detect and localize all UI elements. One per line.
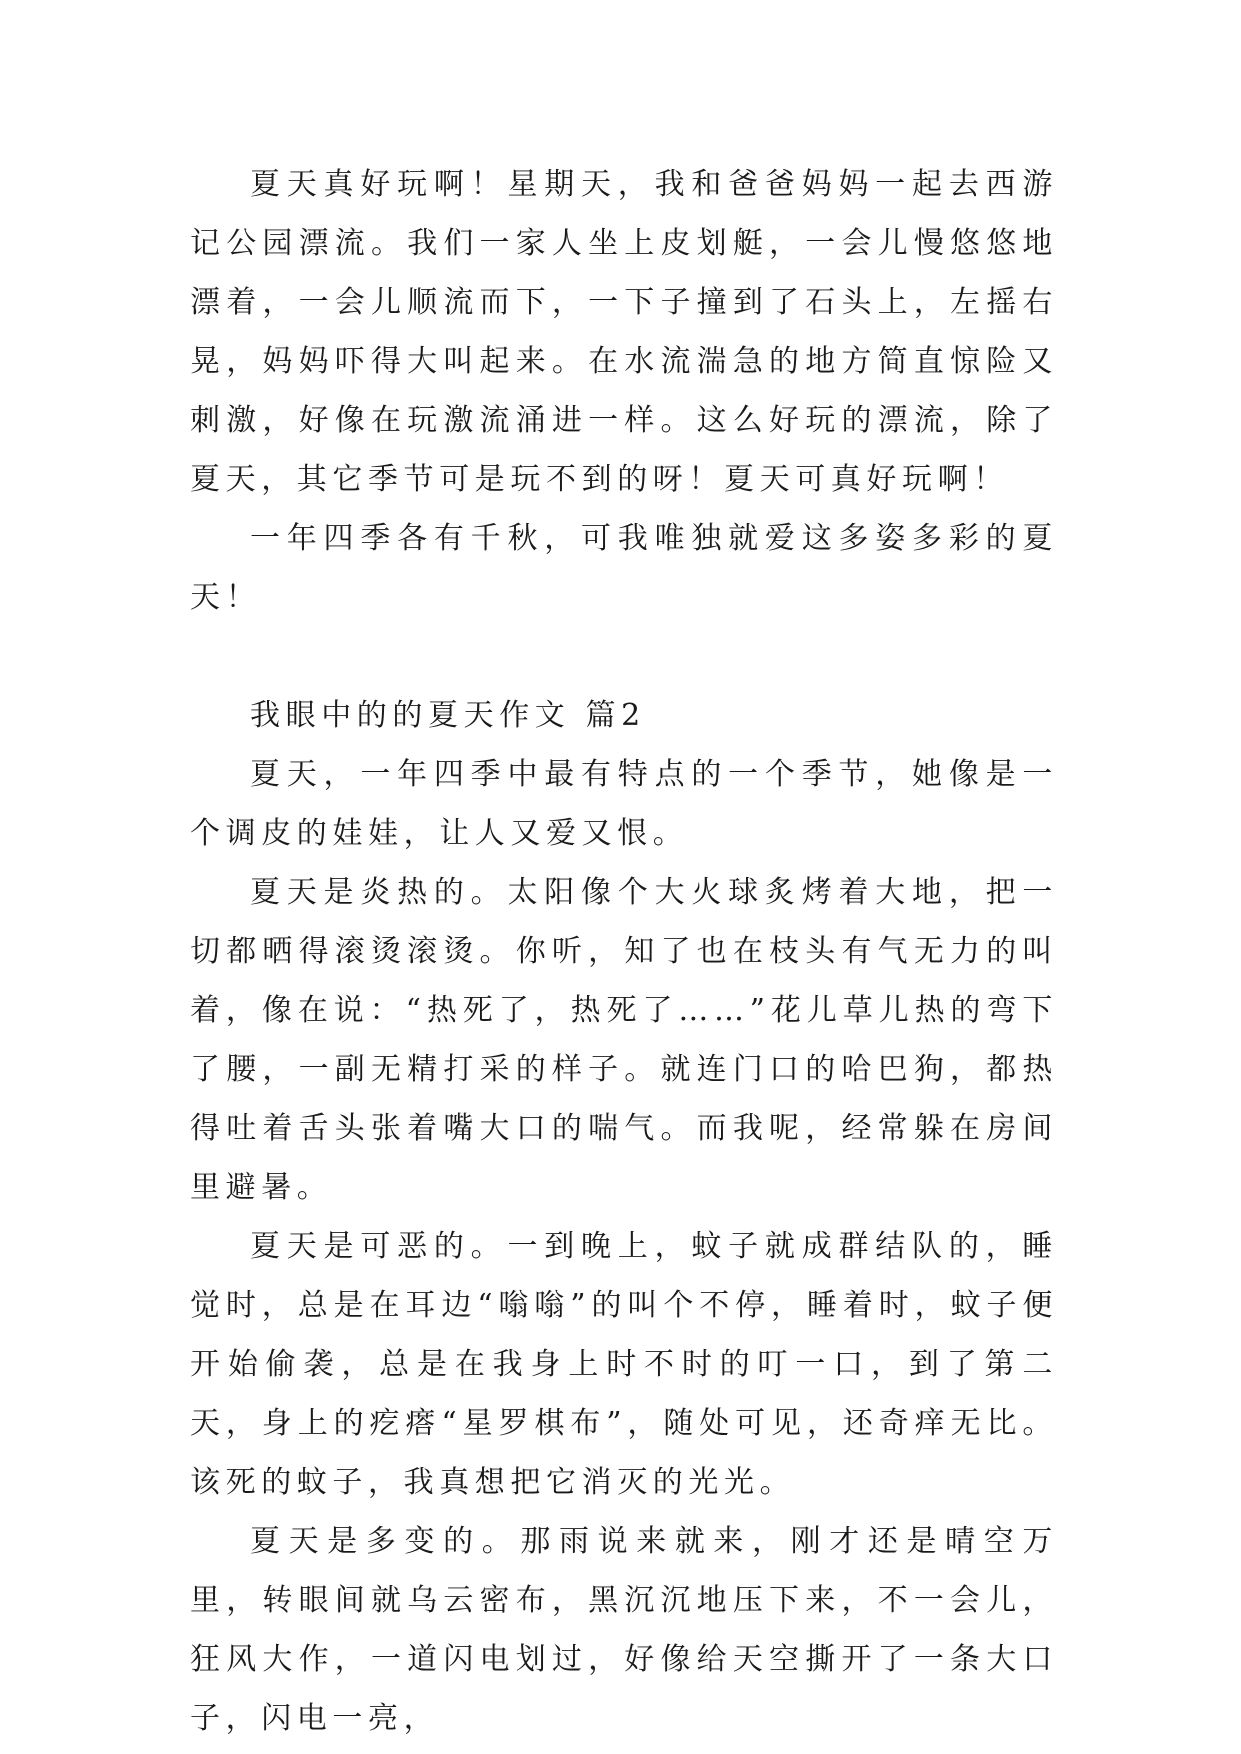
- document-body: [190, 155, 1058, 1748]
- paragraph-changeable: 夏天是多变的。那雨说来就来，刚才还是晴空万里，转眼间就乌云密布，黑沉沉地压下来，不一会儿，狂风大作，一道闪电划过，好像给天空撕开了一条大口子，闪电一亮，: [190, 1524, 1058, 1736]
- paragraph-mosquitoes: 夏天是可恶的。一到晚上，蚊子就成群结队的，睡觉时，总是在耳边“嗡嗡”的叫个不停，睡着时，蚊子便开始偷袭，总是在我身上时不时的叮一口，到了第二天，身上的疙瘩“星罗棋布”，随处可见，还奇痒无比。该死的蚊子，我真想把它消灭的光光。: [190, 1229, 1058, 1500]
- paragraph-intro: 夏天，一年四季中最有特点的一个季节，她像是一个调皮的娃娃，让人又爱又恨。: [190, 757, 1058, 851]
- paragraph-hot: 夏天是炎热的。太阳像个大火球炙烤着大地，把一切都晒得滚烫滚烫。你听，知了也在枝头有气无力的叫着，像在说：“热死了，热死了……”花儿草儿热的弯下了腰，一副无精打采的样子。就连门口的哈巴狗，都热得吐着舌头张着嘴大口的喘气。而我呢，经常躲在房间里避暑。: [190, 875, 1058, 1205]
- section-spacer: [190, 627, 1058, 686]
- paragraph-conclusion: 一年四季各有千秋，可我唯独就爱这多姿多彩的夏天！: [190, 521, 1058, 615]
- section-heading: 我眼中的的夏天作文 篇2: [250, 698, 646, 733]
- paragraph-rafting: 夏天真好玩啊！星期天，我和爸爸妈妈一起去西游记公园漂流。我们一家人坐上皮划艇，一会儿慢悠悠地漂着，一会儿顺流而下，一下子撞到了石头上，左摇右晃，妈妈吓得大叫起来。在水流湍急的地方简直惊险又刺激，好像在玩激流涌进一样。这么好玩的漂流，除了夏天，其它季节可是玩不到的呀！夏天可真好玩啊！: [190, 167, 1058, 497]
